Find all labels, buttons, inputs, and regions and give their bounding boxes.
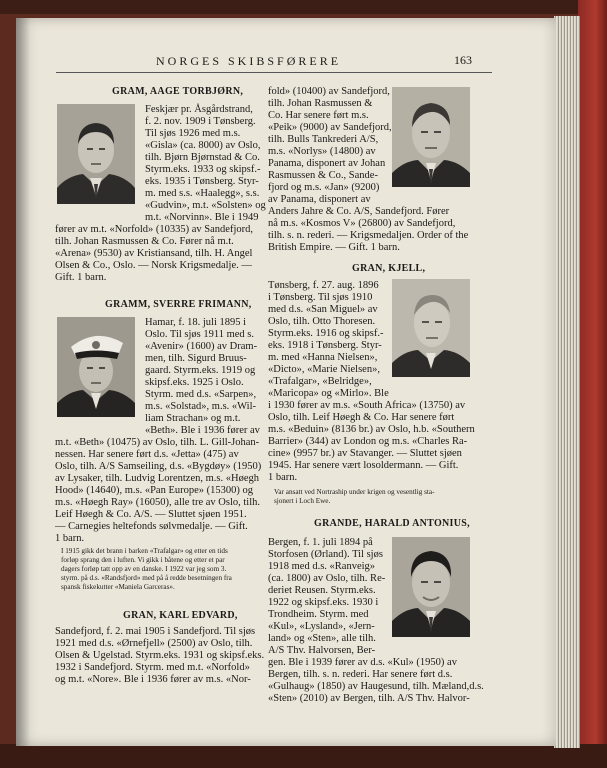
portrait-photo-icon — [57, 104, 135, 204]
portrait-photo-icon — [392, 87, 470, 187]
book-page: NORGES SKIBSFØRERE 163 GRAM, AAGE TORBJØRN, Feskjær pr. Åsgårdstrand, f. 2. nov. 1909 i Tønsberg. Til sjøs 1926 med m.s. «Gisla» (ca. 8000) av Oslo, tilh. Bjørn Bjørnstad & Co. Styrm.eks. 1933 og skipsf.- eks. 1935 i Tønsberg. Styr- m. med s.s. «Haalegg», s.s. «Gudvin», m.t. «Solsten» og m.t. «Norvinn». Ble i 1949 fører av m.t. «Norfold» (10335) av Sandefjord, tilh. Johan Rasmussen & Co. Fører nå m.t. «Arena» (9530) av Kristiansand, tilh. H. Angel Olsen & Co., Oslo. — Norsk Krigsmedalje. — Gift. 1 barn. GRAMM, SVERRE FRIMANN, Hamar, f. 18. juli 1895 i Oslo. Til sjøs 1911 med s. «Avenir» (1600) av Dram- men, tilh. Sigurd Bruus- gaard. Styrm.eks. 1919 og skipsf.eks. 1925 i Oslo. Styrm. med d.s. «Sarpen», m.s. «Solstad», m.s. «Wil- liam Strachan» og m.t. «Beth». Ble i 1936 fører av m.t. «Beth» (10475) av Oslo, tilh. L. Gill-Johan- nessen. Har senere ført d.s. «Jetta» (475) av Oslo, tilh. A/S Samseiling, d.s. «Bygdøy» (1950) av Lysaker, tilh. Ludvig Lorentzen, m.s. «Høegh Hood» (14640), m.s. «Pan Europe» (15300) og m.s. «Høegh Ray» (16050), alle tre av Oslo, tilh. Leif Høegh & Co. A/S. — Sluttet sjøen 1951. — Carnegies heltefonds sølvmedalje. — Gift. 1 barn. I 1915 gikk det brann i barken «Trafalgar» og etter en tids forløp sprang den i luften. Vi gikk i båtene og etter et par dagers forløp tatt opp av en danske. I 1922 var jeg som 3. styrm. på d.s. «Randsfjord» med på å redde besetningen fra spansk fiskekutter «Maniela Garceras». GRAN, KARL EDVARD, Sandefjord, f. 2. mai 1905 i Sandefjord. Til sjøs 1921 med d.s. «Ørnefjell» (2500) av Oslo, tilh. Olsen & Ugelstad. Styrm.eks. 1931 og skipsf.eks. 1932 i Sandefjord. Styrm. med m.t. «Norfold» og m.t. «Nore». Ble i 1936 fører av m.s. «Nor- fold» (10400) av Sandefjord, tilh. Johan Rasmussen & Co. Har senere ført m.s. «Peik» (9000) av Sandefjord, tilh. Bulls Tankrederi A/S, m.s. «Norlys» (14800) av Panama, disponert av Johan Rasmussen & Co., Sande- fjord og m.s. «Jan» (9200) av Panama, disponert av Anders Jahre & Co. A/S, Sandefjord. Fører nå m.s. «Kosmos V» (26800) av Sandefjord, tilh. s. n. rederi. — Krigsmedaljen. Order of the British Empire. — Gift. 1 barn. GRAN, KJELL, Tønsberg, f. 27. aug. 1896 i Tønsberg. Til sjøs 1910 med d.s. «San Miguel» av Oslo, tilh. Otto Thoresen. Styrm.eks. 1916 og skipsf.- eks. 1918 i Tønsberg. Styr- m. med «Hanna Nielsen», «Dicto», «Marie Nielsen», «Trafalgar», «Belridge», «Maricopa» og «Mirlo». Ble i 1930 fører av m.s. «South Africa» (13750) av Oslo, tilh. Leif Høegh & Co. Har senere ført m.s. «Beduin» (8136 br.) av Oslo, h.b. «Southern Barrier» (344) av London og m.s. «Charles Ra- cine» (9957 br.) av Stavanger. — Sluttet sjøen 1945. Har senere vært losoldermann. — Gift. 1 barn. Var ansatt ved Nortraship under krigen og vesentlig sta- sjonert i Loch Ewe. GRANDE, HARALD ANTONIUS, Bergen, f. 1. juli 1894 på Storfosen (Ørland). Til sjøs 1918 med d.s. «Ranveig» (ca. 1800) av Oslo, tilh. Re- deriet Reusen. Styrm.eks. 1922 og skipsf.eks. 1930 i Trondheim. Styrm. med «Kul», «Lysland», «Jern- land» og «Sten», alle tilh. A/S Thv. Halvorsen, Ber- gen. Ble i 1939 fører av d.s. «Kul» (1950) av Bergen, tilh. s. n. rederi. Har senere ført d.s. «Gulhaug» (1850) av Haugesund, tilh. Mæland,d.s. «Sten» (2010) av Bergen, tilh. A/S Thv. Halvor- — [16, 18, 556, 746]
book-cover-top — [0, 0, 607, 14]
entry-name: GRAMM, SVERRE FRIMANN, — [105, 299, 252, 310]
page-number: 163 — [454, 53, 472, 67]
entry-name: GRAM, AAGE TORBJØRN, — [112, 86, 244, 97]
header-rule — [56, 72, 492, 73]
entry-name: GRAN, KARL EDVARD, — [123, 610, 238, 621]
book-cover-edge — [578, 0, 607, 768]
entry-name: GRANDE, HARALD ANTONIUS, — [314, 518, 470, 529]
portrait-photo-icon — [57, 317, 135, 417]
entry-name: GRAN, KJELL, — [352, 263, 426, 274]
portrait-photo-icon — [392, 537, 470, 637]
running-title: NORGES SKIBSFØRERE — [156, 54, 342, 68]
book-cover-bottom — [0, 744, 607, 768]
portrait-photo-icon — [392, 279, 470, 377]
spine-shadow — [16, 18, 30, 746]
page-stack-edges — [554, 16, 580, 748]
